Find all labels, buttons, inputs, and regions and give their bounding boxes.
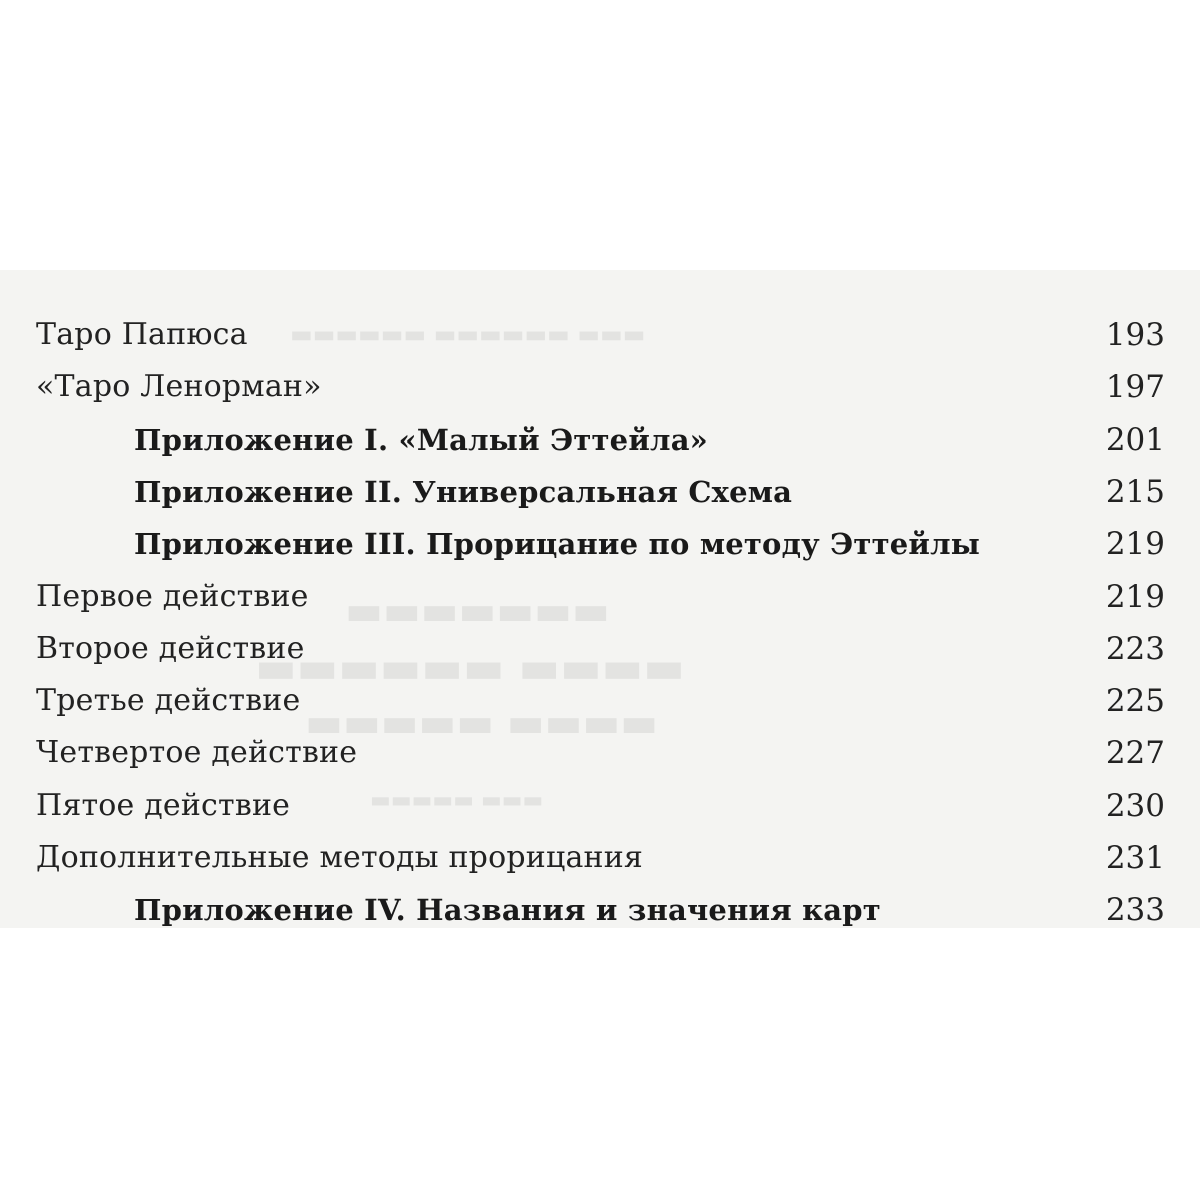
toc-entry [0, 728, 1200, 778]
toc-entry-page-number: 201 [1105, 421, 1165, 458]
toc-entry-title: Четвертое действие [36, 735, 358, 771]
show-through-line: ▬▬▬▬ ▬▬▬▬▬ [305, 700, 658, 746]
toc-entry-page-number: 233 [1105, 892, 1165, 928]
toc-entry [0, 467, 1200, 517]
toc-entry [0, 519, 1200, 569]
toc-entry-page-number: 219 [1105, 578, 1165, 615]
toc-entry-page-number: 215 [1105, 473, 1165, 510]
show-through-line: ▬▬▬▬▬▬▬ [345, 588, 610, 634]
toc-entry [0, 781, 1200, 831]
toc-entry-title: Приложение II. Универсальная Схема [134, 474, 793, 509]
toc-entry-title: Приложение IV. Названия и значения карт [134, 893, 881, 928]
toc-entry-title: Второе действие [36, 630, 305, 666]
toc-entry [0, 885, 1200, 928]
toc-entry [0, 676, 1200, 726]
toc-entry [0, 624, 1200, 674]
toc-entry-title: Третье действие [36, 683, 301, 719]
toc-entry [0, 415, 1200, 465]
toc-entry-page-number: 227 [1105, 735, 1165, 772]
toc-entry-page-number: 231 [1105, 840, 1165, 876]
toc-entry-page-number: 225 [1105, 683, 1165, 720]
show-through-line: ▬▬▬ ▬▬▬▬▬ [370, 788, 544, 813]
toc-entry [0, 833, 1200, 883]
toc-entry [0, 572, 1200, 622]
toc-entry-page-number: 223 [1105, 630, 1165, 667]
toc-entry-page-number: 219 [1105, 526, 1165, 563]
toc-entry-title: Приложение III. Прорицание по методу Эттейлы [134, 527, 981, 562]
toc-entry-title: Таро Папюса [36, 317, 248, 352]
toc-entry-title: Первое действие [36, 578, 309, 614]
toc-entry-title: Пятое действие [36, 787, 291, 823]
show-through-line: ▬▬▬ ▬▬▬▬▬▬ ▬▬▬▬▬▬ [290, 320, 646, 348]
toc-entry-title: «Таро Ленорман» [36, 369, 322, 405]
toc-entry-page-number: 193 [1105, 317, 1165, 353]
toc-entry-title: Дополнительные методы прорицания [36, 840, 644, 875]
toc-entry [0, 362, 1200, 412]
toc-entry-title: Приложение I. «Малый Эттейла» [134, 422, 709, 457]
toc-entry-page-number: 197 [1105, 369, 1165, 406]
toc-entry [0, 310, 1200, 360]
toc-entry-page-number: 230 [1105, 787, 1165, 824]
book-page [0, 270, 1200, 928]
show-through-line: ▬▬▬▬ ▬▬▬▬▬▬ [255, 642, 685, 693]
